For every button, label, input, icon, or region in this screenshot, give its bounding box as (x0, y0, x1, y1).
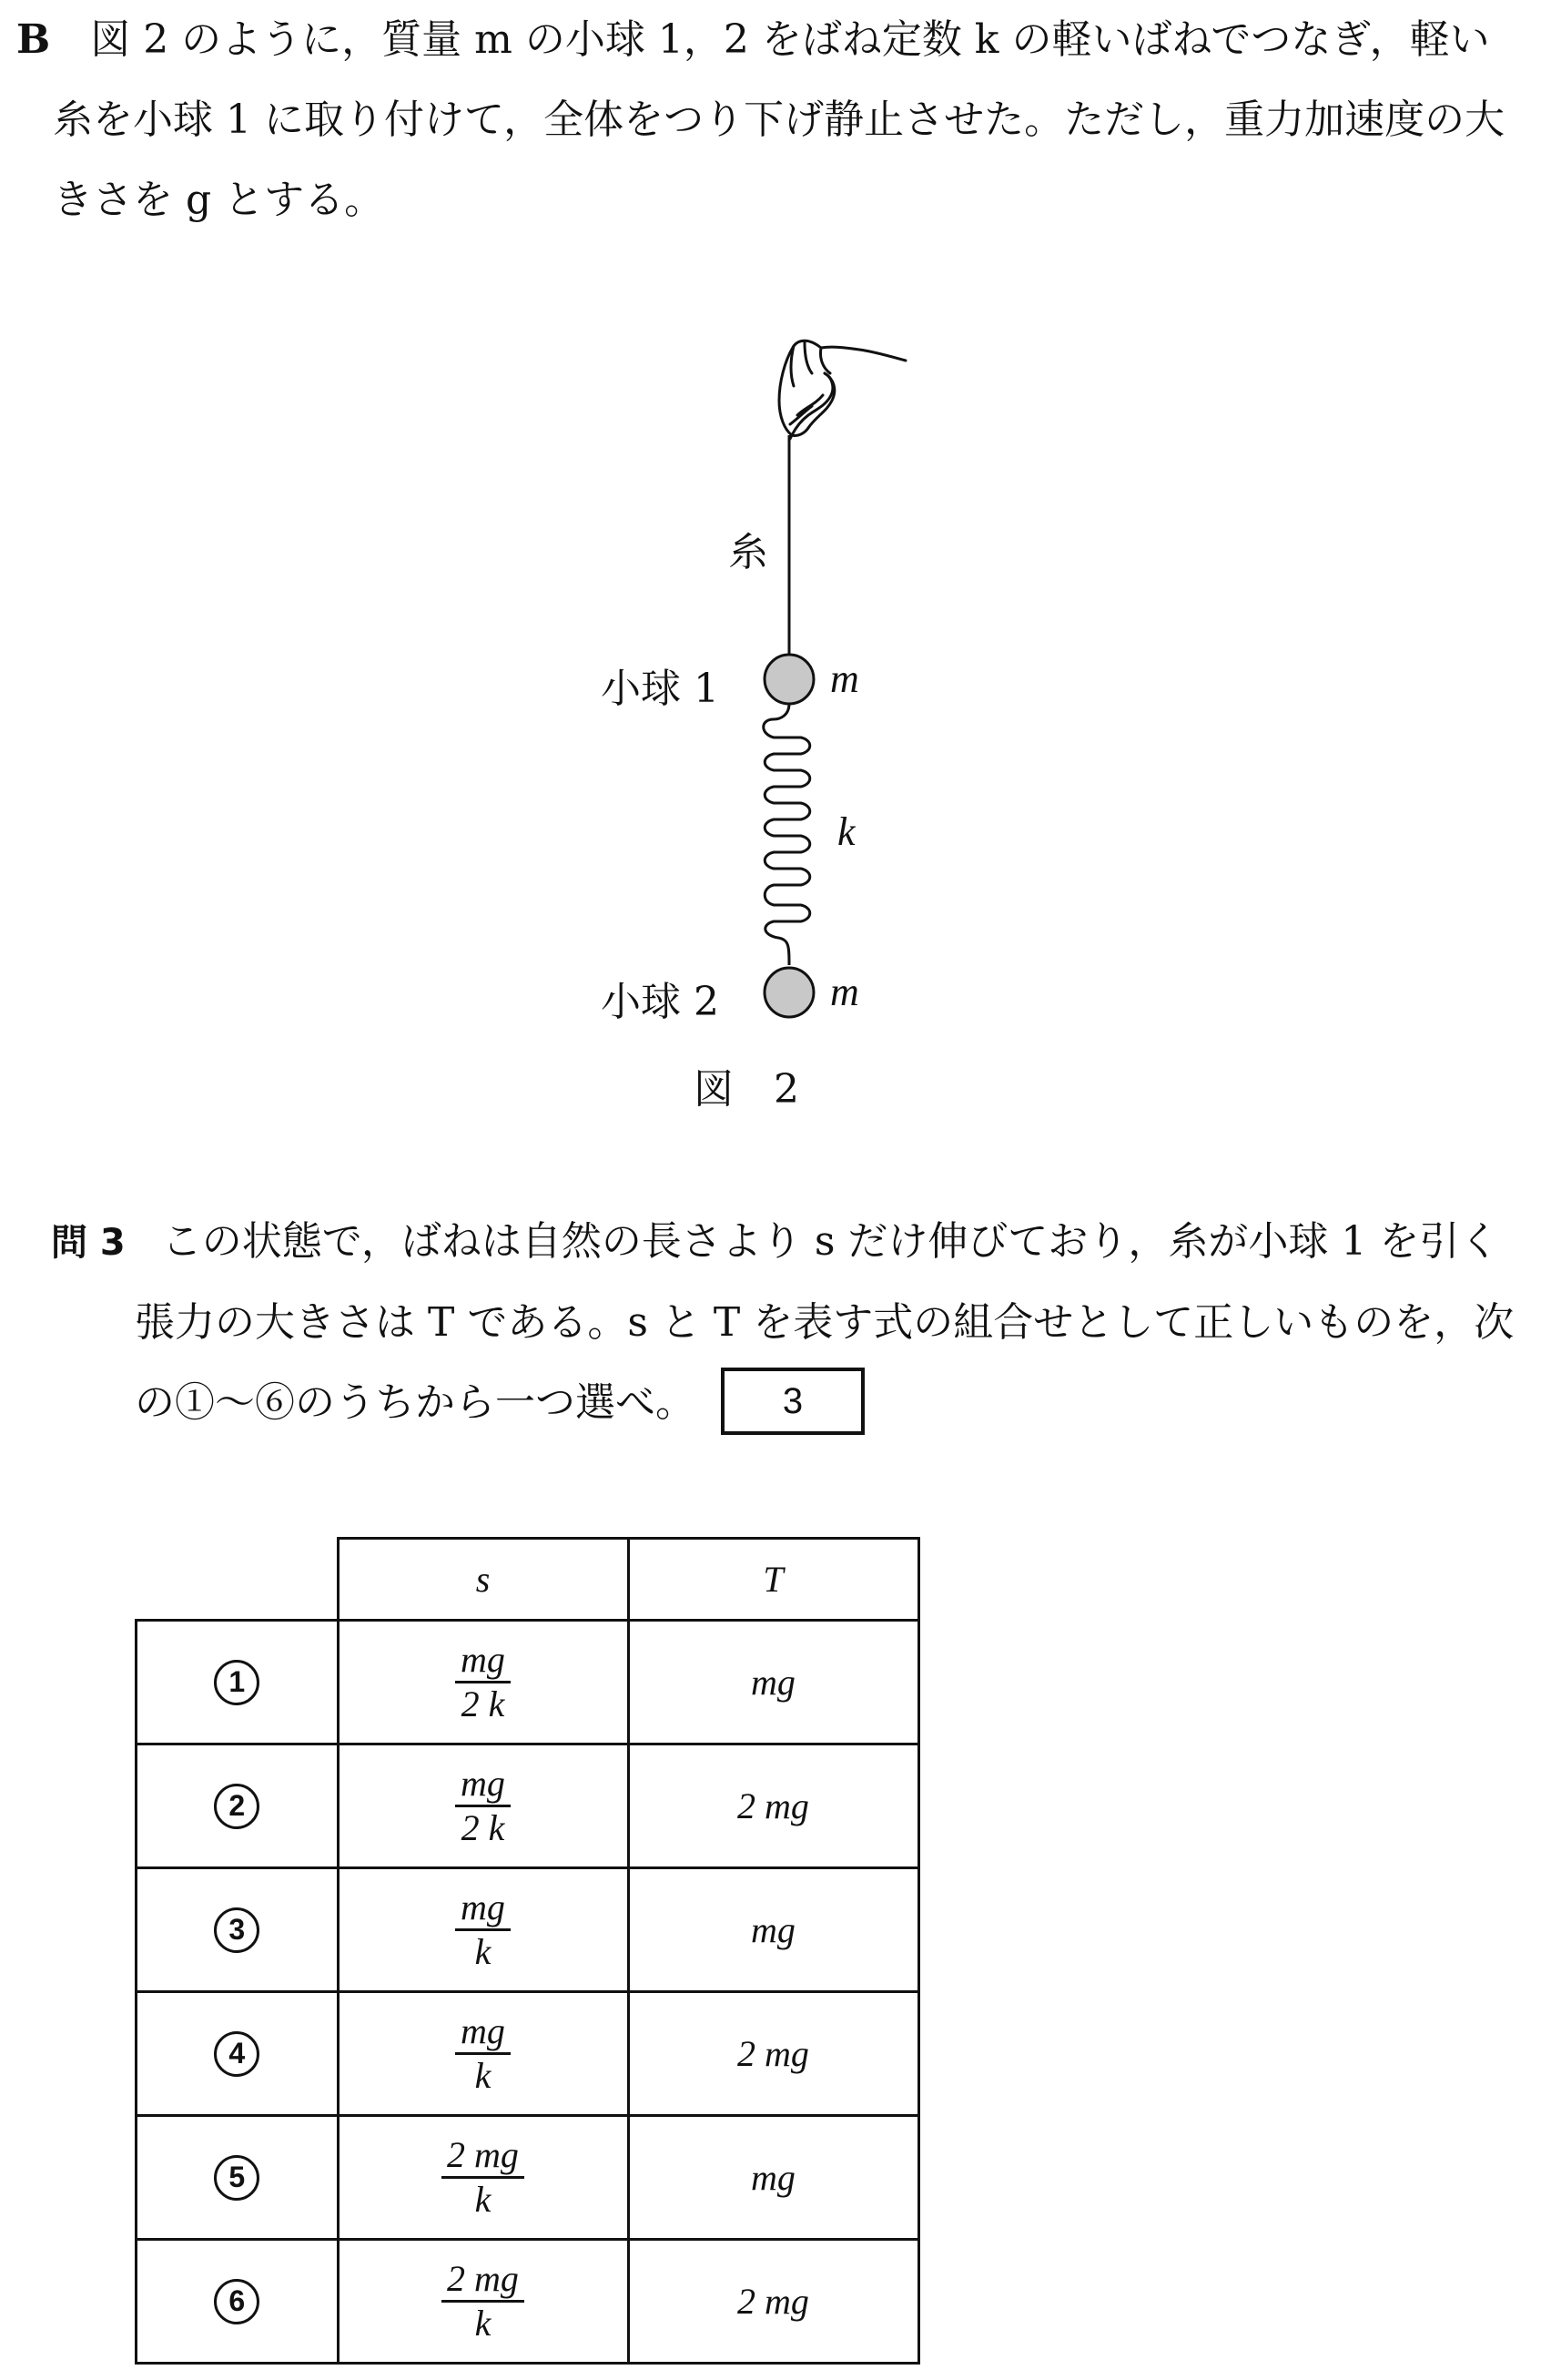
header-t: T (628, 1539, 918, 1621)
s-fraction (441, 2134, 524, 2221)
spring-coil (764, 704, 810, 965)
question-number: 問 3 (51, 1222, 126, 1264)
option-number-cell[interactable] (137, 2240, 339, 2364)
question-line-3: の①～⑥のうちから一つ選べ。 (135, 1379, 695, 1426)
s-fraction (441, 2258, 524, 2344)
paragraph-line-3: きさを g とする。 (53, 177, 385, 223)
option-number[interactable]: 5 (214, 2155, 259, 2201)
ball-2-mass: m (830, 970, 859, 1014)
option-t-cell (628, 2116, 918, 2240)
option-t-cell (628, 1992, 918, 2116)
paragraph-text-1: 図 2 のように，質量 m の小球 1，2 をばね定数 k の軽いばねでつなぎ，軽い (90, 16, 1490, 63)
s-numerator: mg (455, 1639, 511, 1683)
table-row[interactable] (137, 1992, 919, 2116)
ball-1-mass: m (830, 656, 859, 701)
option-number-cell[interactable] (137, 1744, 339, 1868)
answer-box[interactable]: 3 (721, 1368, 865, 1435)
table-row[interactable] (137, 1868, 919, 1992)
question-line-2: 張力の大きさは T である。s と T を表す式の組合せとして正しいものを，次 (135, 1299, 1515, 1346)
option-number[interactable]: 3 (214, 1907, 259, 1953)
t-value: 2 mg (737, 2033, 809, 2074)
header-s: s (338, 1539, 628, 1621)
option-number-cell[interactable] (137, 1992, 339, 2116)
ball-2-label: 小球 2 (601, 979, 719, 1025)
t-value: mg (751, 1909, 796, 1950)
table-corner (137, 1539, 339, 1621)
s-numerator: mg (455, 2010, 511, 2055)
s-numerator: mg (455, 1763, 511, 1807)
t-value: mg (751, 1662, 796, 1703)
option-s-cell (338, 2240, 628, 2364)
s-fraction (455, 2010, 511, 2097)
s-numerator: mg (455, 1887, 511, 1931)
hand-icon (779, 341, 906, 439)
option-number[interactable]: 1 (214, 1660, 259, 1705)
s-denominator: 2 k (461, 1807, 505, 1848)
string-label: 糸 (728, 529, 768, 575)
table-row[interactable] (137, 2240, 919, 2364)
paragraph-line-2: 糸を小球 1 に取り付けて，全体をつり下げ静止させた。ただし，重力加速度の大 (53, 97, 1505, 143)
spring-constant-label: k (837, 809, 856, 854)
option-number-cell[interactable] (137, 1621, 339, 1744)
table-header-row (137, 1539, 919, 1621)
ball-1 (765, 655, 814, 704)
s-fraction (455, 1639, 511, 1725)
question-line-1 (51, 1202, 1514, 1283)
s-numerator: 2 mg (441, 2134, 524, 2179)
option-number-cell[interactable] (137, 2116, 339, 2240)
ball-2 (765, 968, 814, 1017)
table-row[interactable] (137, 1621, 919, 1744)
option-s-cell (338, 1992, 628, 2116)
section-marker: B (16, 16, 51, 63)
option-s-cell (338, 2116, 628, 2240)
s-denominator: k (474, 2055, 492, 2096)
table-row[interactable] (137, 2116, 919, 2240)
figure-caption: 図 2 (694, 1066, 799, 1113)
s-fraction (455, 1887, 511, 1973)
option-s-cell (338, 1744, 628, 1868)
option-s-cell (338, 1868, 628, 1992)
t-value: 2 mg (737, 2281, 809, 2322)
options-table (135, 1537, 920, 2365)
table-row[interactable] (137, 1744, 919, 1868)
option-t-cell (628, 1868, 918, 1992)
figure-2-diagram (0, 0, 1551, 1129)
option-t-cell (628, 1621, 918, 1744)
option-s-cell (338, 1621, 628, 1744)
s-denominator: 2 k (461, 1683, 505, 1724)
t-value: 2 mg (737, 1785, 809, 1826)
s-denominator: k (474, 1931, 492, 1972)
s-denominator: k (474, 2179, 492, 2220)
t-value: mg (751, 2157, 796, 2198)
option-t-cell (628, 1744, 918, 1868)
option-number[interactable]: 4 (214, 2031, 259, 2077)
s-denominator: k (474, 2303, 492, 2344)
ball-1-label: 小球 1 (601, 666, 719, 712)
option-number[interactable]: 2 (214, 1784, 259, 1829)
option-number[interactable]: 6 (214, 2279, 259, 2324)
question-text-1: この状態で，ばねは自然の長さより s だけ伸びており，糸が小球 1 を引く (161, 1218, 1500, 1265)
s-fraction (455, 1763, 511, 1849)
s-numerator: 2 mg (441, 2258, 524, 2303)
option-t-cell (628, 2240, 918, 2364)
option-number-cell[interactable] (137, 1868, 339, 1992)
